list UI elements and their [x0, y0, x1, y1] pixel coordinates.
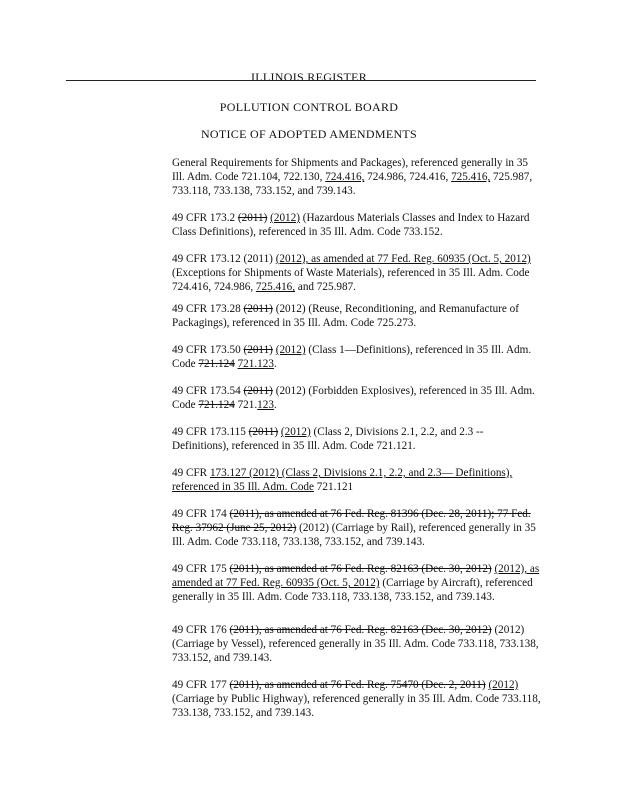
paragraph	[172, 252, 542, 295]
inserted-text: 725.416,	[451, 171, 491, 184]
paragraph-text: 721.	[234, 399, 258, 412]
paragraph-text: and 725.987.	[295, 281, 356, 294]
deleted-text: (2011), as amended at 76 Fed. Reg. 81396 (Dec. 28, 2011); 77 Fed. Reg. 37962 (June 25, 2012)	[172, 508, 531, 535]
paragraph-text: (Class 1—Definitions), referenced in 35 Ill. Adm. Code	[172, 344, 532, 371]
inserted-text: (2012)	[270, 212, 300, 224]
paragraph	[172, 562, 542, 605]
paragraph-text: 49 CFR 173.115	[172, 426, 249, 438]
header-rule	[66, 80, 536, 81]
paragraph	[172, 507, 542, 550]
paragraph	[172, 623, 542, 666]
deleted-text: (2011), as amended at 76 Fed. Reg. 82163 (Dec. 30, 2012)	[229, 563, 492, 575]
paragraph	[172, 302, 542, 330]
paragraph-text: 724.986, 724.416,	[364, 171, 452, 184]
paragraph-text: 49 CFR 175	[172, 563, 230, 575]
deleted-text: (2011)	[243, 303, 273, 315]
inserted-text: (2012)	[488, 679, 519, 691]
paragraph-text: (Exceptions for Shipments of Waste Materials), referenced in 35 Ill. Adm. Code 724.416, 724.986,	[172, 267, 530, 294]
paragraph	[172, 156, 542, 199]
paragraph-text: .	[273, 399, 277, 412]
inserted-text: (2012)	[275, 344, 306, 356]
inserted-text: 721.123	[237, 358, 274, 371]
inserted-text: (2012), as amended at 77 Fed. Reg. 60935 (Oct. 5, 2012)	[275, 253, 531, 265]
agency-name: POLLUTION CONTROL BOARD	[219, 100, 399, 114]
paragraph-text: (2012) (Carriage by Rail), referenced generally in 35 Ill. Adm. Code 733.118, 733.138, 733.152, and 739.143.	[172, 522, 536, 549]
deleted-text: (2011)	[248, 426, 279, 438]
paragraph-text: (2012) (Reuse, Reconditioning, and Remanufacture of Packagings), referenced in 35 Ill. Adm. Code 725.273.	[172, 303, 519, 330]
deleted-text: (2011)	[243, 344, 273, 356]
inserted-text: (2012)	[280, 426, 311, 438]
inserted-text: 724.416,	[325, 171, 365, 184]
inserted-text: 123	[257, 399, 274, 412]
paragraph-text: 49 CFR 173.28	[172, 303, 244, 315]
deleted-text: (2011)	[243, 385, 273, 397]
paragraph-text: 49 CFR 177	[172, 679, 230, 691]
paragraph-text: 49 CFR 176	[172, 624, 230, 636]
paragraph-text: (2012) (Carriage by Vessel), referenced generally in 35 Ill. Adm. Code 733.118, 733.138, 733.152, and 739.143.	[172, 624, 539, 665]
paragraph	[172, 425, 542, 453]
paragraph	[172, 466, 542, 494]
inserted-text: 725.416,	[255, 281, 296, 294]
paragraph	[172, 211, 542, 239]
paragraph-text: (2012) (Forbidden Explosives), referenced in 35 Ill. Adm. Code	[172, 385, 535, 412]
paragraph-text: 721.121	[313, 481, 354, 494]
inserted-text: (2012), as amended at 77 Fed. Reg. 60935 (Oct. 5, 2012)	[172, 563, 540, 590]
paragraph-text: (Class 2, Divisions 2.1, 2.2, and 2.3 -- Definitions), referenced in 35 Ill. Adm. Code 721.121.	[172, 426, 484, 453]
paragraph-text: 49 CFR	[172, 467, 210, 479]
deleted-text: (2011), as amended at 76 Fed. Reg. 82163 (Dec. 30, 2012)	[229, 624, 492, 636]
paragraph-text: (Hazardous Materials Classes and Index to Hazard Class Definitions), referenced in 35 Ill. Adm. Code 733.152.	[172, 212, 530, 239]
paragraph	[172, 343, 542, 371]
paragraph-text: 49 CFR 173.54	[172, 385, 244, 397]
paragraph-text: General Requirements for Shipments and Packages), referenced generally in 35 Ill. Adm. Code 721.104, 722.130,	[172, 157, 529, 184]
paragraph-text: (Carriage by Aircraft), referenced generally in 35 Ill. Adm. Code 733.118, 733.138, 733.152, and 739.143.	[172, 577, 533, 604]
paragraph-text: 49 CFR 173.2	[172, 212, 238, 224]
register-title: ILLINOIS REGISTER	[250, 70, 368, 84]
paragraph-text: (Carriage by Public Highway), referenced generally in 35 Ill. Adm. Code 733.118, 733.138, 733.152, and 739.143.	[172, 693, 541, 720]
inserted-text: 173.127 (2012) (Class 2, Divisions 2.1, 2.2, and 2.3— Definitions), referenced in 35 Ill. Adm. Code	[172, 467, 513, 494]
notice-title: NOTICE OF ADOPTED AMENDMENTS	[200, 127, 418, 141]
paragraph-text: 725.987, 733.118, 733.138, 733.152, and 739.143.	[172, 171, 533, 198]
paragraph-text: 49 CFR 173.12 (2011)	[172, 253, 276, 265]
deleted-text: (2011), as amended at 76 Fed. Reg. 75470 (Dec. 2, 2011)	[229, 679, 486, 691]
paragraph	[172, 384, 542, 412]
deleted-text: (2011)	[237, 212, 268, 224]
paragraph-text: 49 CFR 173.50	[172, 344, 244, 356]
paragraph-text: 49 CFR 174	[172, 508, 230, 520]
paragraph-text: .	[273, 358, 277, 371]
deleted-text: 721.124	[198, 399, 235, 412]
deleted-text: 721.124	[198, 358, 235, 371]
paragraph	[172, 678, 542, 721]
